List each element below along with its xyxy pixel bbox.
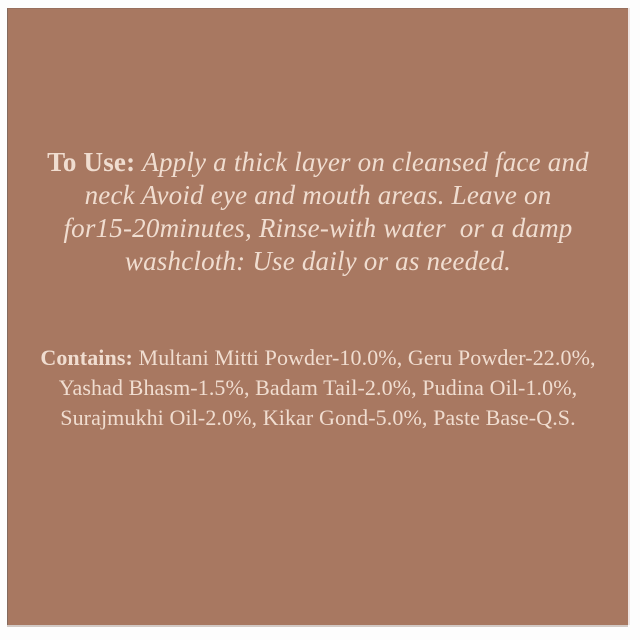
- contains-heading: Contains:: [40, 345, 139, 370]
- product-label-panel: [7, 8, 628, 625]
- contains-line-1-text: Multani Mitti Powder-10.0%, Geru Powder-22.0%,: [138, 345, 596, 370]
- contains-line-3: Surajmukhi Oil-2.0%, Kikar Gond-5.0%, Paste Base-Q.S.: [60, 405, 576, 430]
- to-use-heading: To Use:: [47, 147, 143, 177]
- contains-line-1: [18, 343, 618, 373]
- to-use-line-1-text: Apply a thick layer on cleansed face and: [142, 147, 589, 177]
- contains-line-2: Yashad Bhasm-1.5%, Badam Tail-2.0%, Pudina Oil-1.0%,: [58, 375, 578, 400]
- to-use-paragraph: [18, 146, 618, 278]
- to-use-line-3: for15-20minutes, Rinse-with water or a damp: [63, 213, 573, 243]
- to-use-line-2: neck Avoid eye and mouth areas. Leave on: [84, 180, 552, 210]
- contains-paragraph: [18, 343, 618, 433]
- to-use-line-1: [18, 146, 618, 179]
- to-use-line-4: washcloth: Use daily or as needed.: [124, 246, 512, 276]
